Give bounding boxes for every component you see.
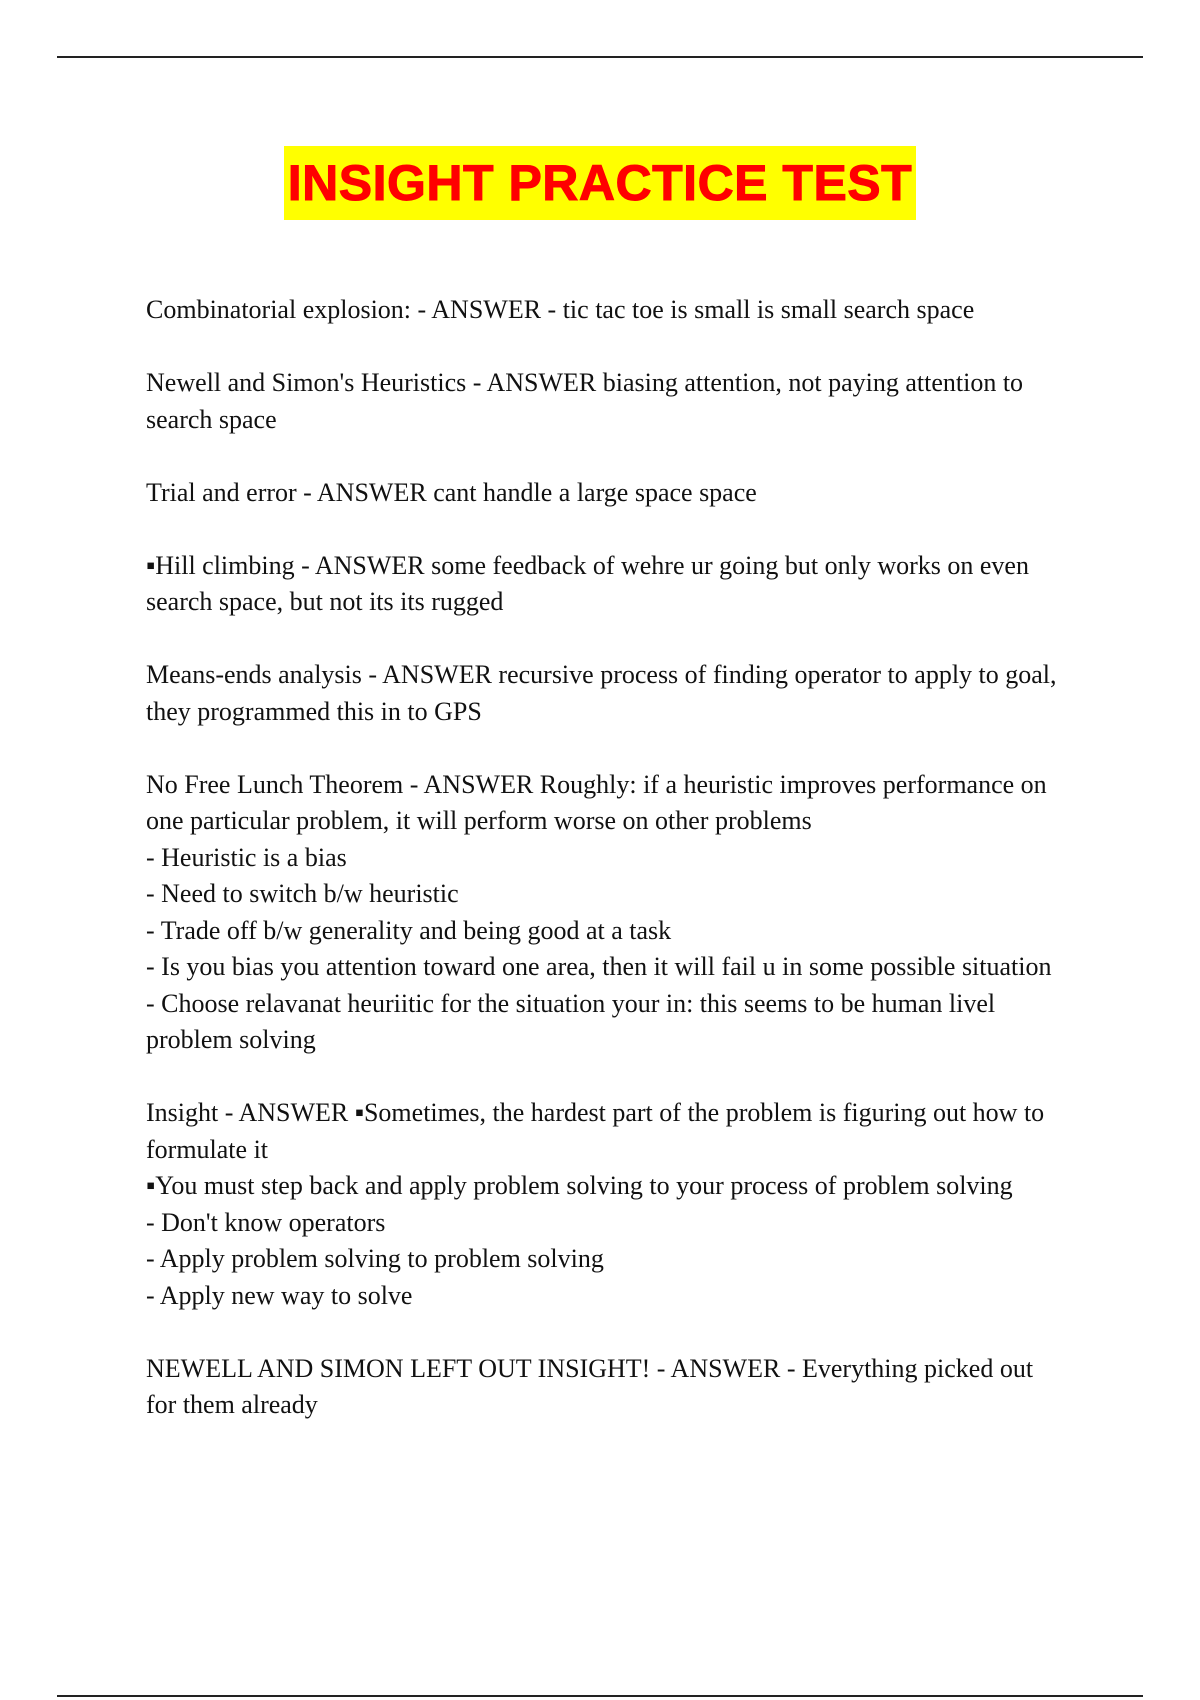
qa-entry bbox=[146, 365, 1066, 438]
page-title: INSIGHT PRACTICE TEST bbox=[284, 146, 916, 220]
qa-first-line bbox=[146, 548, 1066, 621]
qa-answer-text: recursive process of finding operator to apply to goal, they programmed this in to GPS bbox=[146, 660, 1057, 726]
qa-answer-line: - Is you bias you attention toward one area, then it will fail u in some possible situation bbox=[146, 952, 1052, 981]
answer-label: ANSWER bbox=[314, 550, 425, 580]
answer-label: ANSWER bbox=[423, 769, 534, 799]
qa-answer-line: ▪You must step back and apply problem solving to your process of problem solving bbox=[146, 1171, 1013, 1200]
answer-label: ANSWER bbox=[431, 295, 542, 324]
qa-term: Combinatorial explosion: - bbox=[146, 295, 427, 324]
qa-answer-text: cant handle a large space space bbox=[433, 477, 757, 507]
qa-first-line bbox=[146, 475, 1066, 512]
qa-term: Insight - bbox=[146, 1098, 234, 1127]
answer-label: ANSWER bbox=[316, 477, 427, 507]
qa-answer-line: - Don't know operators bbox=[146, 1207, 386, 1237]
qa-answer-text: some feedback of wehre ur going but only works on even search space, but not its its rugged bbox=[146, 550, 1029, 616]
qa-first-line bbox=[146, 365, 1066, 438]
qa-answer-line: - Choose relavanat heuriitic for the situation your in: this seems to be human livel problem solving bbox=[146, 988, 996, 1054]
qa-answer-text: - Everything picked out for them already bbox=[146, 1353, 1034, 1419]
qa-list bbox=[146, 292, 1066, 1460]
answer-label: ANSWER bbox=[382, 660, 492, 689]
answer-label: ANSWER bbox=[670, 1353, 781, 1383]
qa-answer-line: - Trade off b/w generality and being good at a task bbox=[146, 915, 672, 945]
qa-first-line bbox=[146, 657, 1066, 730]
qa-answer-line: - Apply problem solving to problem solving bbox=[146, 1244, 604, 1273]
qa-entry bbox=[146, 1351, 1066, 1424]
qa-first-line bbox=[146, 1351, 1066, 1424]
qa-term: No Free Lunch Theorem - bbox=[146, 769, 419, 799]
qa-answer-line: - Heuristic is a bias bbox=[146, 842, 347, 872]
qa-term: Means-ends analysis - bbox=[146, 660, 378, 689]
qa-first-line bbox=[146, 1095, 1066, 1168]
title-container bbox=[0, 146, 1200, 220]
qa-answer-line: - Apply new way to solve bbox=[146, 1280, 413, 1310]
qa-entry bbox=[146, 657, 1066, 730]
qa-term: NEWELL AND SIMON LEFT OUT INSIGHT! - bbox=[146, 1353, 666, 1383]
qa-first-line bbox=[146, 767, 1066, 840]
top-rule bbox=[57, 56, 1143, 58]
qa-answer-line: - Need to switch b/w heuristic bbox=[146, 879, 459, 908]
qa-term: Newell and Simon's Heuristics - bbox=[146, 368, 482, 397]
qa-answer-text: Roughly: if a heuristic improves performance on one particular problem, it will perform worse on other problems bbox=[146, 769, 1047, 835]
qa-answer-text: - tic tac toe is small is small search space bbox=[547, 295, 975, 324]
qa-entry bbox=[146, 292, 1066, 329]
qa-entry bbox=[146, 1095, 1066, 1314]
qa-answer-text: ▪Sometimes, the hardest part of the problem is figuring out how to formulate it bbox=[146, 1098, 1045, 1164]
qa-entry bbox=[146, 548, 1066, 621]
qa-first-line bbox=[146, 292, 1066, 329]
qa-term: Trial and error - bbox=[146, 477, 312, 507]
bottom-rule bbox=[57, 1695, 1143, 1697]
answer-label: ANSWER bbox=[486, 368, 597, 397]
qa-term: ▪Hill climbing - bbox=[146, 550, 310, 580]
qa-entry bbox=[146, 475, 1066, 512]
qa-entry bbox=[146, 767, 1066, 1059]
qa-answer-text: biasing attention, not paying attention to search space bbox=[146, 368, 1024, 434]
answer-label: ANSWER bbox=[238, 1098, 349, 1127]
